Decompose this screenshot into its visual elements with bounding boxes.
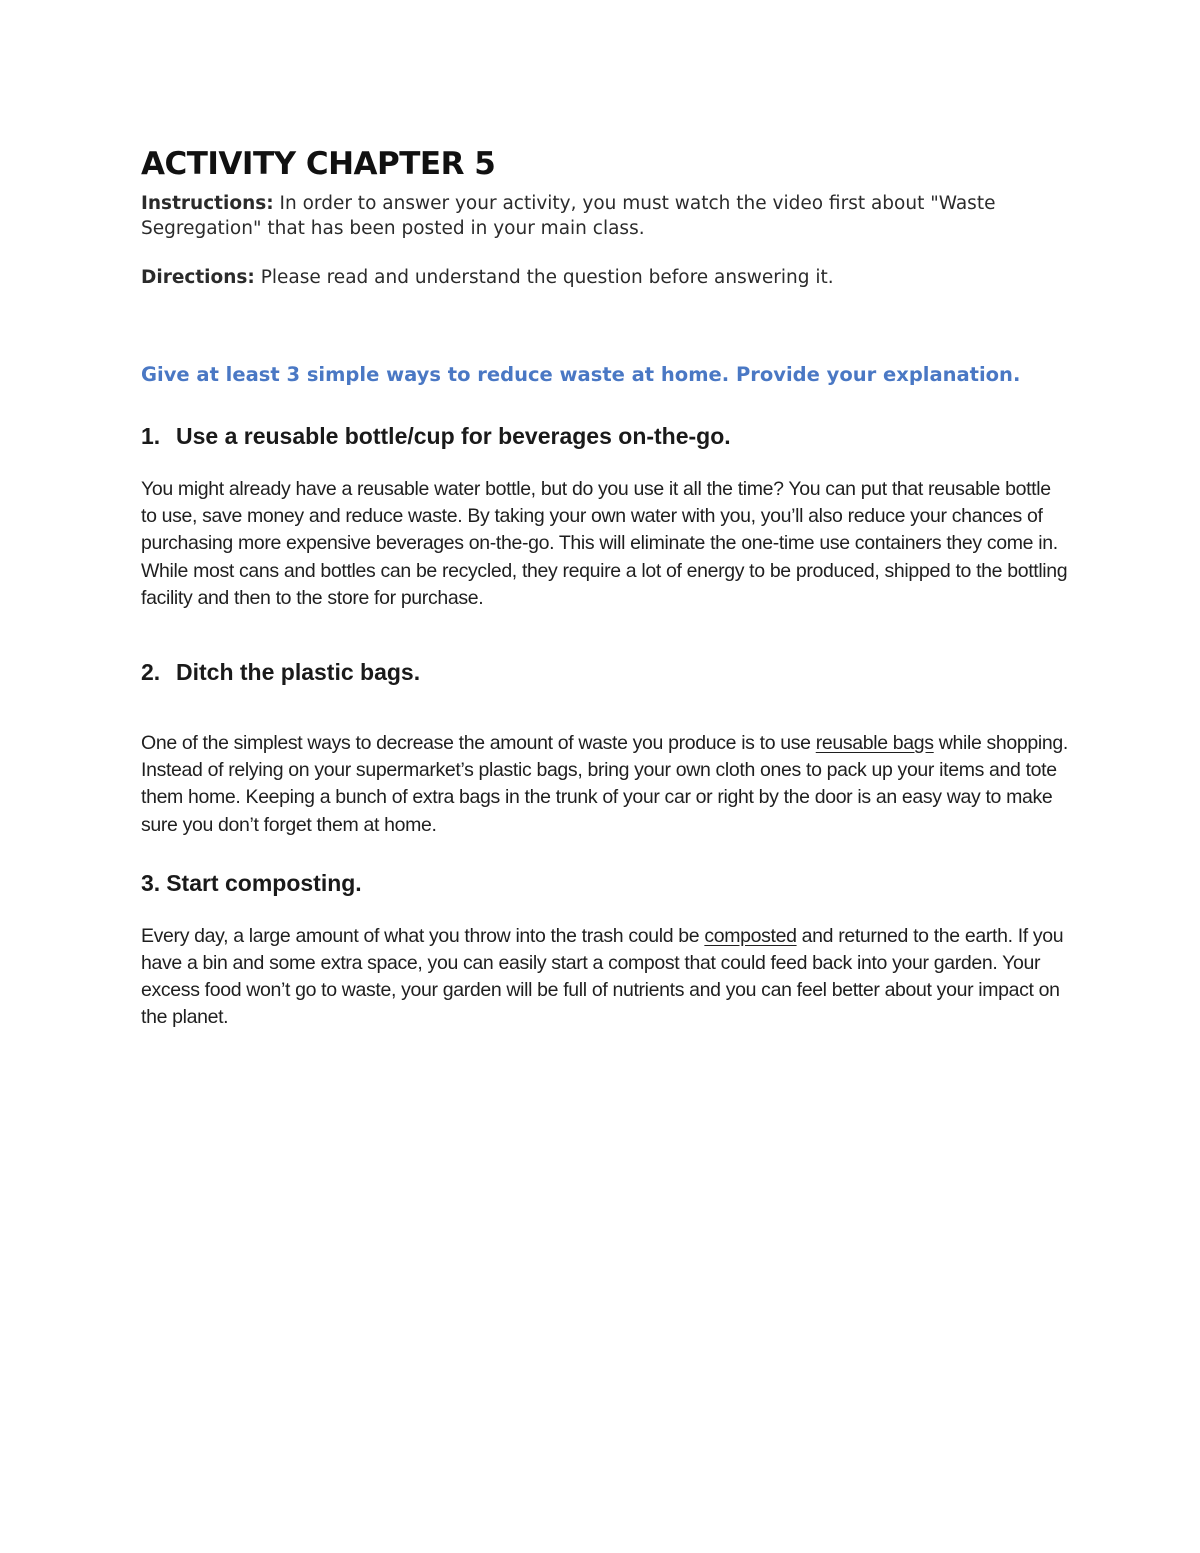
- instructions-label: Instructions:: [141, 193, 274, 214]
- instructions-paragraph: [141, 191, 1071, 241]
- item-body-3: [141, 923, 1071, 1032]
- page-title: ACTIVITY CHAPTER 5: [141, 146, 496, 182]
- item-heading-text-1: Use a reusable bottle/cup for beverages on-the-go.: [176, 423, 731, 449]
- item-body-3-after: and returned to the earth. If you have a bin and some extra space, you can easily start a compost that could feed back into your garden. Your excess food won’t go to waste, your garden will be full of nutrients and you can feel better about your impact on the planet.: [141, 924, 1064, 1029]
- directions-text: Please read and understand the question before answering it.: [254, 267, 834, 288]
- item-body-1: You might already have a reusable water bottle, but do you use it all the time? You can put that reusable bottle to use, save money and reduce waste. By taking your own water with you, you’ll also reduce your chances of purchasing more expensive beverages on-the-go. This will eliminate the one-time use containers they come in. While most cans and bottles can be recycled, they require a lot of energy to be produced, shipped to the bottling facility and then to the store for purchase.: [141, 478, 1068, 609]
- directions-label: Directions:: [141, 267, 255, 288]
- composted-link[interactable]: composted: [704, 924, 797, 947]
- item-number-2: 2.: [141, 659, 161, 686]
- document-page: [141, 138, 1071, 1032]
- instructions-text: In order to answer your activity, you must watch the video first about "Waste Segregation" that has been posted in your main class.: [141, 193, 996, 239]
- item-heading-1: [141, 421, 1071, 451]
- item-heading-2: [141, 657, 1071, 687]
- item-heading-3: [141, 868, 1071, 898]
- item-heading-text-3: Start composting.: [166, 869, 362, 896]
- item-body-2-before: One of the simplest ways to decrease the amount of waste you produce is to use: [141, 732, 816, 755]
- item-heading-text-2: Ditch the plastic bags.: [176, 659, 421, 686]
- reusable-bags-link[interactable]: reusable bags: [815, 732, 934, 755]
- item-body-2-after: while shopping. Instead of relying on your supermarket’s plastic bags, bring your own cloth ones to pack up your items and tote them home. Keeping a bunch of extra bags in the trunk of your car or right by the door is an easy way to make sure you don’t forget them at home.: [141, 732, 1068, 836]
- item-number-1: 1.: [141, 423, 161, 449]
- item-number-3: 3.: [141, 869, 161, 896]
- question-prompt: Give at least 3 simple ways to reduce waste at home. Provide your explanation.: [141, 363, 1021, 386]
- item-body-2: [141, 730, 1071, 839]
- item-body-3-before: Every day, a large amount of what you throw into the trash could be: [141, 924, 705, 947]
- directions-paragraph: [141, 265, 1071, 290]
